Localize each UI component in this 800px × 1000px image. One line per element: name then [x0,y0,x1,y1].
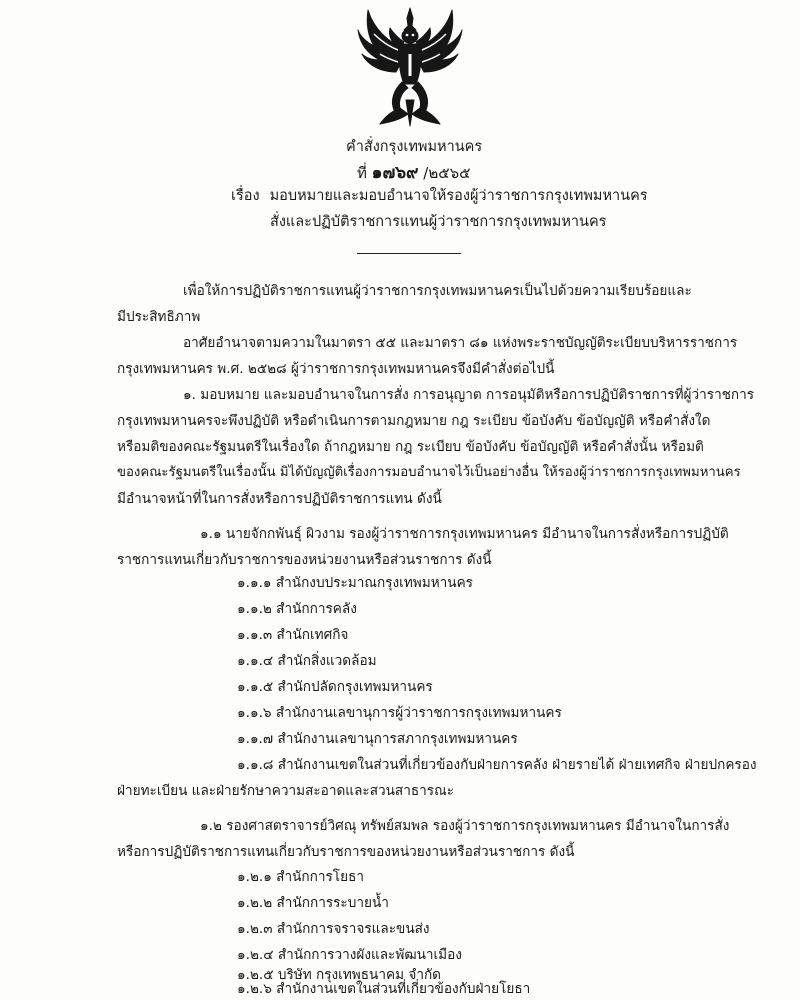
body-line: อาศัยอำนาจตามความในมาตรา ๕๕ และมาตรา ๘๑ แห่งพระราชบัญญัติระเบียบบริหารราชการ [183,335,738,351]
order-prefix: ที่ [357,164,367,182]
list-item: ๑.๑.๒ สำนักการคลัง [237,601,357,617]
body-line: เพื่อให้การปฏิบัติราชการแทนผู้ว่าราชการกรุงเทพมหานครเป็นไปด้วยความเรียบร้อยและ [183,283,692,299]
list-item: ๑.๒.๕ บริษัท กรุงเทพธนาคม จำกัด [237,967,442,983]
order-number: ๑๗๖๙ [371,163,419,183]
section-1-1: ๑.๑ นายจักกพันธุ์ ผิวงาม รองผู้ว่าราชการกรุงเทพมหานคร มีอำนาจในการสั่งหรือการปฏิบัติ [200,526,729,542]
list-item: ๑.๑.๖ สำนักงานเลขานุการผู้ว่าราชการกรุงเทพมหานคร [237,705,562,721]
body-line: หรือมติของคณะรัฐมนตรีในเรื่องใด ถ้ากฎหมาย กฎ ระเบียบ ข้อบังคับ ข้อบัญญัติ หรือคำสั่งนั้น หรือมติ [117,439,704,455]
list-item: ๑.๒.๒ สำนักการระบายน้ำ [237,895,389,911]
subject-text: มอบหมายและมอบอำนาจให้รองผู้ว่าราชการกรุงเทพมหานคร [269,188,648,204]
list-item: ๑.๑.๕ สำนักปลัดกรุงเทพมหานคร [237,679,433,695]
garuda-emblem-icon [350,4,470,128]
list-item: ๑.๑.๑ สำนักงบประมาณกรุงเทพมหานคร [237,575,473,591]
body-line: มีประสิทธิภาพ [117,309,201,325]
list-item: ๑.๑.๔ สำนักสิ่งแวดล้อม [237,653,377,669]
subject-line [231,184,648,207]
body-line: ๑. มอบหมาย และมอบอำนาจในการสั่ง การอนุญาต การอนุมัติหรือการปฏิบัติราชการที่ผู้ว่าราชการ [183,387,755,403]
body-line: มีอำนาจหน้าที่ในการสั่งหรือการปฏิบัติราชการแทน ดังนี้ [117,491,442,507]
subject-line-continued: สั่งและปฏิบัติราชการแทนผู้ว่าราชการกรุงเทพมหานคร [270,214,607,230]
body-line: กรุงเทพมหานคร พ.ศ. ๒๕๒๘ ผู้ว่าราชการกรุงเทพมหานครจึงมีคำสั่งต่อไปนี้ [117,361,555,377]
list-item: ๑.๒.๑ สำนักการโยธา [237,869,364,885]
order-number-line [357,159,470,186]
list-item: ๑.๒.๓ สำนักการจราจรและขนส่ง [237,921,430,937]
body-line: กรุงเทพมหานครจะพึงปฏิบัติ หรือดำเนินการตามกฎหมาย กฎ ระเบียบ ข้อบังคับ ข้อบัญญัติ หรือคำสั่งใด [117,413,711,429]
body-line: ราชการแทนเกี่ยวกับราชการของหน่วยงานหรือส่วนราชการ ดังนี้ [117,552,492,568]
body-line: ของคณะรัฐมนตรีในเรื่องนั้น มิได้บัญญัติเรื่องการมอบอำนาจไว้เป็นอย่างอื่น ให้รองผู้ว่าราชการกรุงเทพมหานคร [117,465,741,480]
order-title: คำสั่งกรุงเทพมหานคร [346,139,483,155]
list-item: ๑.๑.๓ สำนักเทศกิจ [237,627,349,643]
body-line: ฝ่ายทะเบียน และฝ่ายรักษาความสะอาดและสวนสาธารณะ [117,783,454,799]
list-item: ๑.๒.๔ สำนักการวางผังและพัฒนาเมือง [237,947,462,963]
order-year: /๒๕๖๕ [423,164,471,182]
section-1-2: ๑.๒ รองศาสตราจารย์วิศณุ ทรัพย์สมพล รองผู้ว่าราชการกรุงเทพมหานคร มีอำนาจในการสั่ง [200,818,730,834]
list-item: ๑.๑.๘ สำนักงานเขตในส่วนที่เกี่ยวข้องกับฝ่ายการคลัง ฝ่ายรายได้ ฝ่ายเทศกิจ ฝ่ายปกครอง [237,757,757,773]
subject-label: เรื่อง [231,188,260,204]
list-item: ๑.๒.๖ สำนักงานเขตในส่วนที่เกี่ยวข้องกับฝ่ายโยธา [237,981,531,997]
body-line: หรือการปฏิบัติราชการแทนเกี่ยวกับราชการของหน่วยงานหรือส่วนราชการ ดังนี้ [117,844,575,860]
header-divider [357,253,461,254]
list-item: ๑.๑.๗ สำนักงานเลขานุการสภากรุงเทพมหานคร [237,731,518,747]
